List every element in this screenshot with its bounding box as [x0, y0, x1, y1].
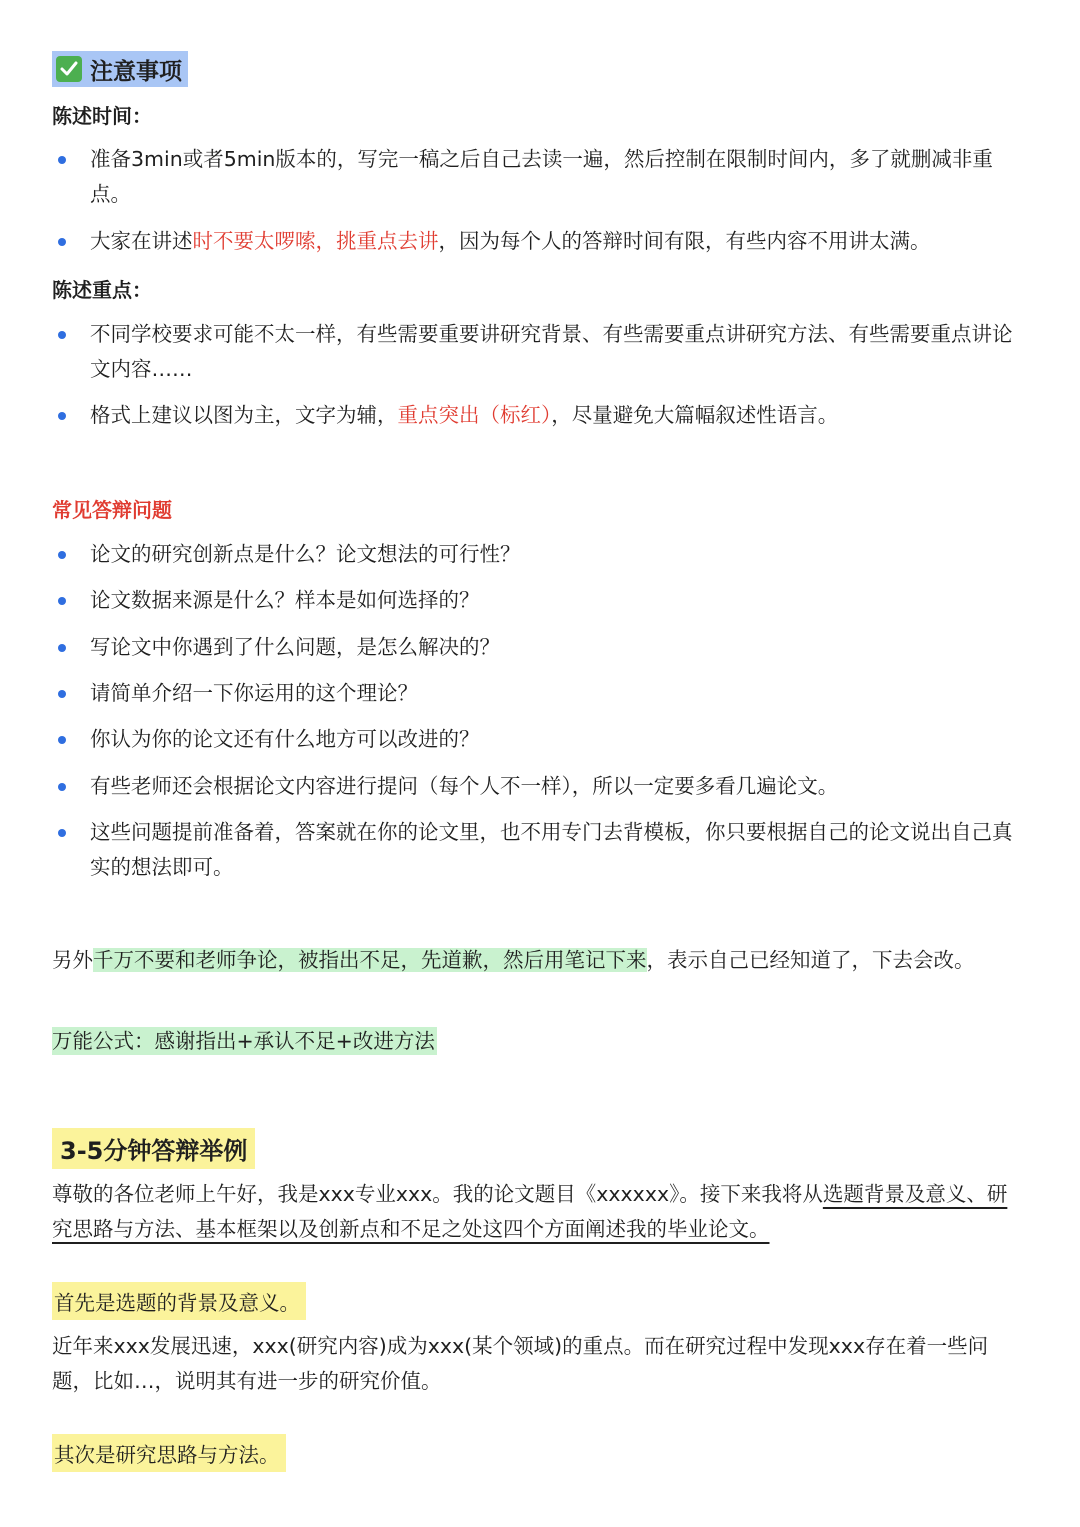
list-item: [52, 142, 1032, 212]
example-heading: 3-5分钟答辩举例: [52, 1128, 255, 1169]
section-title-text: 注意事项: [90, 58, 182, 85]
red-emphasis: 时不要太啰嗦，挑重点去讲: [192, 229, 439, 253]
bullet-dot: [58, 551, 66, 559]
underlined-text: 选题背景及意义、研究思路与方法、基本框架以及创新点和不足之处这四个方面阐述我的毕业论文。: [52, 1182, 1008, 1241]
bullet-dot: [58, 238, 66, 246]
list-item: [52, 537, 1032, 572]
bullet-dot: [58, 331, 66, 339]
bullet-dot: [58, 690, 66, 698]
bullet-text: 不同学校要求可能不太一样，有些需要重要讲研究背景、有些需要重点讲研究方法、有些需要重点讲论文内容……: [90, 322, 1013, 381]
bullet-text: 请简单介绍一下你运用的这个理论？: [90, 681, 418, 705]
bullet-text: 你认为你的论文还有什么地方可以改进的？: [90, 727, 480, 751]
bullet-text: 写论文中你遇到了什么问题，是怎么解决的？: [90, 635, 500, 659]
bullet-dot: [58, 597, 66, 605]
bullet-text: 论文的研究创新点是什么？论文想法的可行性？: [90, 542, 521, 566]
bullet-text: 准备3min或者5min版本的，写完一稿之后自己去读一遍，然后控制在限制时间内，多了就删减非重点。: [90, 147, 993, 206]
bullet-text: 这些问题提前准备着，答案就在你的论文里，也不用专门去背模板，你只要根据自己的论文说出自己真实的想法即可。: [90, 820, 1013, 879]
bullet-text: 论文数据来源是什么？样本是如何选择的？: [90, 588, 480, 612]
bullet-text: 有些老师还会根据论文内容进行提问（每个人不一样），所以一定要多看几遍论文。: [90, 774, 839, 798]
list-item: [52, 722, 1032, 757]
green-highlight: 万能公式：感谢指出+承认不足+改进方法: [52, 1029, 435, 1053]
bullet-dot: [58, 644, 66, 652]
formula-line: [52, 1024, 437, 1059]
bullet-text: 格式上建议以图为主，文字为辅，重点突出（标红），尽量避免大篇幅叙述性语言。: [90, 403, 839, 427]
part2-heading: 其次是研究思路与方法。: [52, 1434, 286, 1472]
example-intro: 尊敬的各位老师上午好，我是xxx专业xxx。我的论文题目《xxxxxx》。接下来我将从选题背景及意义、研究思路与方法、基本框架以及创新点和不足之处这四个方面阐述我的毕业论文。: [52, 1182, 1008, 1241]
questions-heading: 常见答辩问题: [52, 498, 172, 522]
part1-text: 近年来xxx发展迅速，xxx(研究内容)成为xxx(某个领域)的重点。而在研究过程中发现xxx存在着一些问题，比如…，说明其有进一步的研究价值。: [52, 1334, 989, 1393]
part1-heading: 首先是选题的背景及意义。: [52, 1282, 306, 1320]
list-item: [52, 630, 1032, 665]
check-icon: [56, 56, 82, 82]
green-highlight: 千万不要和老师争论，被指出不足，先道歉，然后用笔记下来: [93, 948, 647, 972]
list-item: [52, 676, 1032, 711]
list-item: [52, 317, 1032, 387]
list-item: [52, 583, 1032, 618]
bullet-dot: [58, 783, 66, 791]
list-item: [52, 769, 1032, 804]
bullet-text: 大家在讲述时不要太啰嗦，挑重点去讲，因为每个人的答辩时间有限，有些内容不用讲太满。: [90, 229, 931, 253]
section-title-notice: [52, 51, 188, 87]
list-item: [52, 815, 1032, 885]
advice-paragraph: 另外千万不要和老师争论，被指出不足，先道歉，然后用笔记下来，表示自己已经知道了，下去会改。: [52, 948, 975, 972]
red-emphasis: 重点突出（标红）: [397, 403, 552, 427]
bullet-dot: [58, 412, 66, 420]
focus-heading: 陈述重点：: [52, 278, 152, 302]
bullet-dot: [58, 829, 66, 837]
bullet-dot: [58, 156, 66, 164]
list-item: [52, 224, 1032, 259]
list-item: [52, 398, 1032, 433]
bullet-dot: [58, 736, 66, 744]
time-heading: 陈述时间：: [52, 104, 152, 128]
